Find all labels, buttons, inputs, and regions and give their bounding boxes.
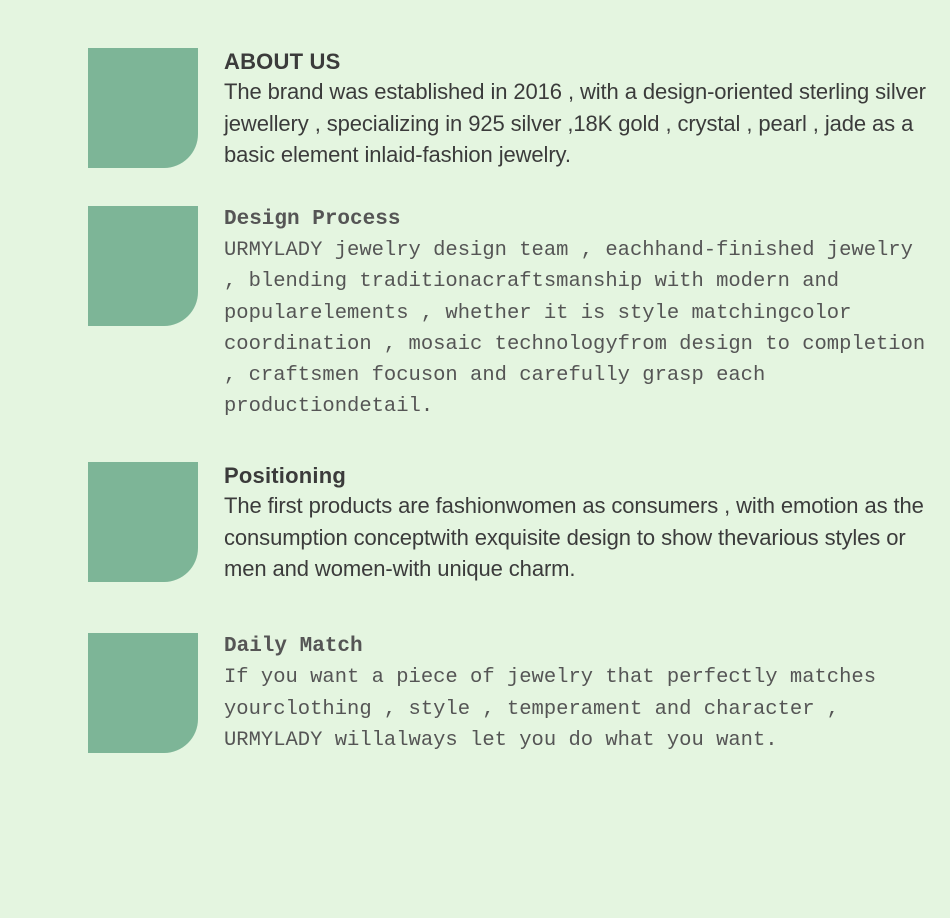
accent-swatch-positioning [88,462,198,582]
paragraph-positioning: The first products are fashionwomen as consumers , with emotion as the consumption conceptwith exquisite design to show thevarious styles or men and women-with unique charm. [224,493,924,581]
heading-about-us: ABOUT US [224,49,341,74]
accent-swatch-daily-match [88,633,198,753]
swatch-wrap-daily-match [88,633,198,753]
paragraph-daily-match: If you want a piece of jewelry that perfectly matches yourclothing , style , temperament and character , URMYLADY willalways let you do what you want. [224,666,877,752]
paragraph-design-process: URMYLADY jewelry design team , eachhand-finished jewelry , blending traditionacraftsmanship with modern and popularelements , whether it is style matchingcolor coordination , mosaic technologyfrom design to completion , craftsmen focuson and carefully grasp each productiondetail. [224,239,926,419]
section-positioning [0,422,950,584]
text-column-design-process [198,206,950,422]
text-column-positioning [198,462,950,584]
section-daily-match [0,584,950,756]
text-column-daily-match [198,633,950,756]
swatch-wrap-design-process [88,206,198,326]
heading-positioning: Positioning [224,463,346,489]
paragraph-about-us: The brand was established in 2016 , with a design-oriented sterling silver jewellery , specializing in 925 silver ,18K gold , crystal , pearl , jade as a basic element inlaid-fashion jewelry. [224,79,926,167]
heading-daily-match: Daily Match [224,635,363,659]
swatch-wrap-about-us [88,48,198,168]
heading-design-process: Design Process [224,207,401,231]
section-design-process [0,170,950,422]
accent-swatch-about-us [88,48,198,168]
accent-swatch-design-process [88,206,198,326]
swatch-wrap-positioning [88,462,198,582]
section-about-us [0,0,950,170]
text-column-about-us [198,48,950,170]
